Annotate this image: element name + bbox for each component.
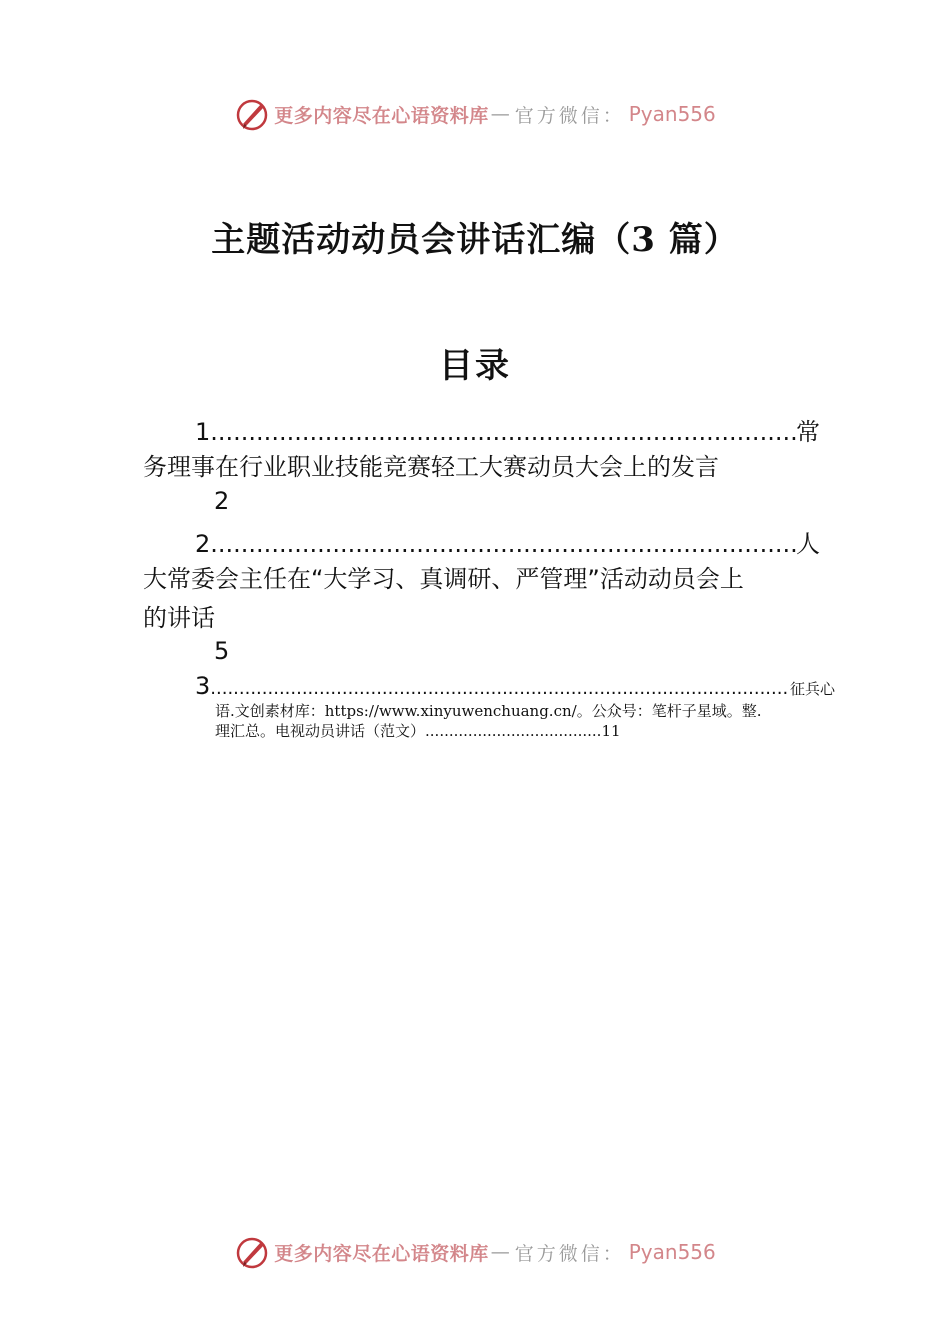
toc-title: 目录 bbox=[439, 346, 511, 386]
banner-slogan: 更多内容尽在心语资料库 bbox=[274, 1242, 489, 1265]
toc-leader-dots bbox=[210, 530, 796, 558]
banner-slogan: 更多内容尽在心语资料库 bbox=[274, 104, 489, 127]
quill-pen-logo-icon bbox=[234, 96, 270, 132]
footer-banner bbox=[0, 1232, 950, 1272]
toc-entry-number: 2 bbox=[195, 530, 211, 558]
toc-entry-text: 大常委会主任在“大学习、真调研、严管理”活动动员会上 bbox=[143, 565, 744, 593]
banner-handle: Pyan556 bbox=[628, 102, 716, 126]
toc-leader-dots bbox=[210, 678, 790, 699]
toc-leader-dots: ..................................... bbox=[425, 722, 602, 740]
header-banner bbox=[0, 94, 950, 134]
toc-entry-3[interactable] bbox=[195, 672, 835, 700]
toc-entry-text: 理汇总。电视动员讲话（范文） bbox=[215, 722, 426, 740]
toc-entry-text: 语.文创素材库：https://www.xinyuwenchuang.cn/。公众号：笔杆子星域。整. bbox=[215, 702, 762, 720]
toc-leader-dots bbox=[210, 418, 796, 446]
toc-entry-text: 的讲话 bbox=[143, 604, 215, 632]
toc-entry-2[interactable] bbox=[195, 524, 820, 559]
banner-handle: Pyan556 bbox=[628, 1240, 716, 1264]
toc-entry-line-end: 征兵心 bbox=[789, 680, 835, 698]
toc-entry-page: 11 bbox=[601, 722, 621, 740]
toc-entry-page: 5 bbox=[214, 637, 230, 665]
toc-entry-3-last-line bbox=[215, 721, 835, 741]
toc-entry-number: 3 bbox=[195, 672, 211, 700]
banner-dash: — bbox=[490, 1241, 513, 1263]
banner-dash: — bbox=[490, 103, 513, 125]
toc-entry-line-end: 人 bbox=[796, 530, 820, 558]
banner-wechat-label: 官方微信： bbox=[514, 1242, 625, 1265]
toc-entry-number: 1 bbox=[195, 418, 211, 446]
toc-entry-line-end: 常 bbox=[796, 418, 820, 446]
toc-entry-page: 2 bbox=[214, 487, 230, 515]
toc-entry-text: 务理事在行业职业技能竞赛轻工大赛动员大会上的发言 bbox=[143, 453, 719, 481]
toc-entry-1[interactable] bbox=[195, 412, 820, 447]
document-title: 主题活动动员会讲话汇编（3 篇） bbox=[211, 220, 739, 260]
banner-wechat-label: 官方微信： bbox=[514, 104, 625, 127]
quill-pen-logo-icon bbox=[234, 1234, 270, 1270]
